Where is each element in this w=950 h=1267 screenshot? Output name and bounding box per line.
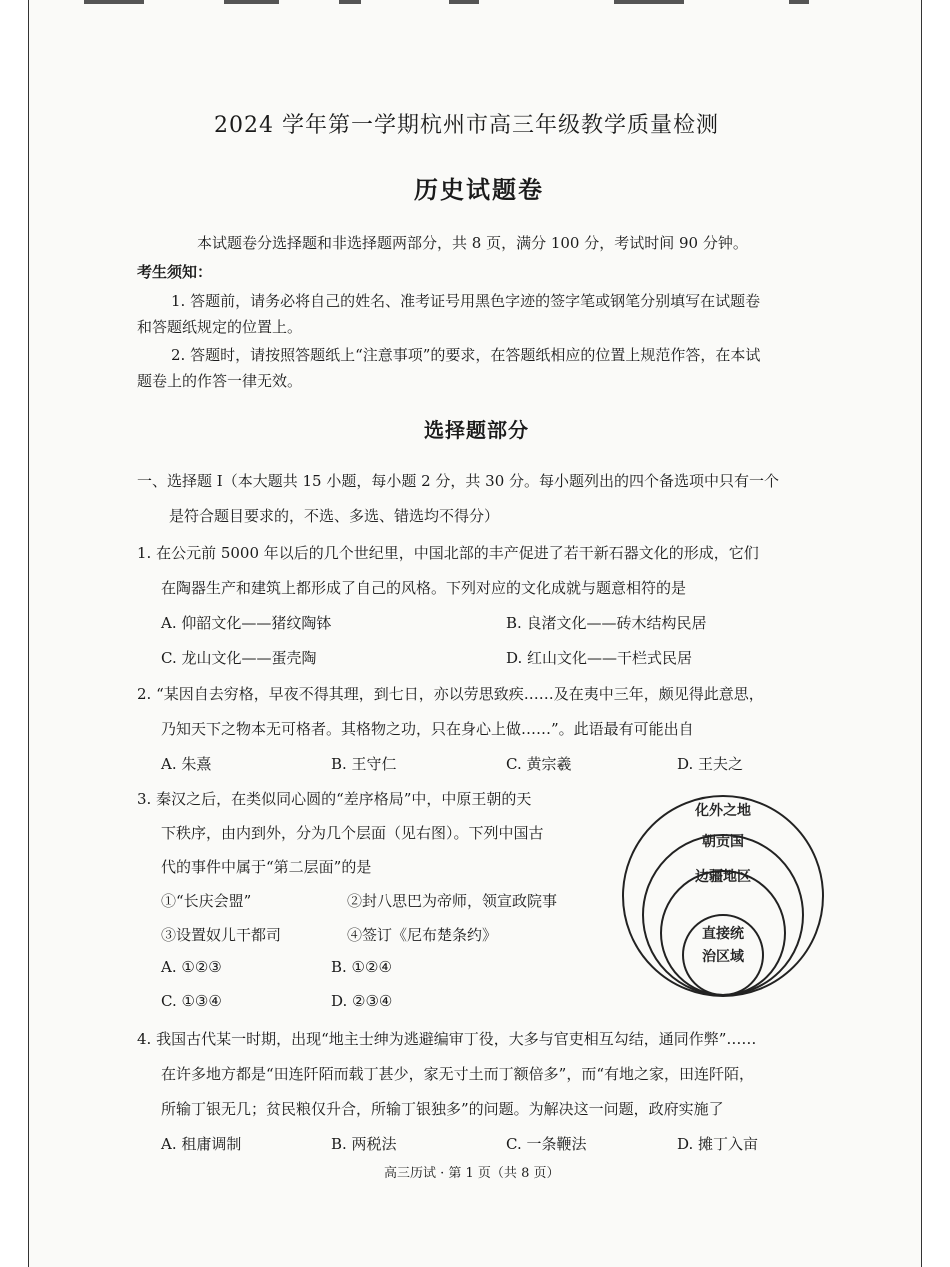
notice-2-line-2: 题卷上的作答一律无效。 xyxy=(137,372,303,390)
q3-stem-line-2: 下秩序，由内到外，分为几个层面（见右图）。下列中国古 xyxy=(161,824,544,842)
q1-stem-line-1: 1. 在公元前 5000 年以后的几个世纪里，中国北部的丰产促进了若干新石器文化的形成，它们 xyxy=(137,544,759,562)
exam-subtitle: 历史试题卷 xyxy=(414,175,544,204)
ring-outer xyxy=(623,796,823,996)
q3-option-d: D. ②③④ xyxy=(331,992,393,1010)
q3-item-1: ①“长庆会盟” xyxy=(161,892,252,910)
notice-heading: 考生须知： xyxy=(137,263,213,281)
q3-item-4: ④签订《尼布楚条约》 xyxy=(347,926,498,944)
q3-option-a: A. ①②③ xyxy=(161,958,222,976)
q1-option-d: D. 红山文化——干栏式民居 xyxy=(506,649,693,667)
q3-option-c: C. ①③④ xyxy=(161,992,222,1010)
notice-1-line-1: 1. 答题前，请务必将自己的姓名、准考证号用黑色字迹的签字笔或钢笔分别填写在试题卷 xyxy=(171,292,761,310)
q4-stem-line-1: 4. 我国古代某一时期，出现“地主士绅为逃避编审丁役，大多与官吏相互勾结，通同作弊”…… xyxy=(137,1030,757,1048)
q2-option-d: D. 王夫之 xyxy=(677,755,744,773)
ring-outer-label: 化外之地 xyxy=(695,803,751,819)
q2-option-c: C. 黄宗羲 xyxy=(506,755,572,773)
q3-option-b: B. ①②④ xyxy=(331,958,392,976)
intro-summary: 本试题卷分选择题和非选择题两部分，共 8 页，满分 100 分，考试时间 90 分钟。 xyxy=(197,234,748,252)
q3-stem-line-1: 3. 秦汉之后，在类似同心圆的“差序格局”中，中原王朝的天 xyxy=(137,790,532,808)
q4-option-d: D. 摊丁入亩 xyxy=(677,1135,759,1153)
q4-option-a: A. 租庸调制 xyxy=(161,1135,242,1153)
q3-item-3: ③设置奴儿干都司 xyxy=(161,926,282,944)
part-instructions-line-1: 一、选择题 Ⅰ（本大题共 15 小题，每小题 2 分，共 30 分。每小题列出的四个备选项中只有一个 xyxy=(137,472,780,490)
core-label-line-1: 直接统 xyxy=(702,926,744,942)
q1-option-c: C. 龙山文化——蛋壳陶 xyxy=(161,649,317,667)
q4-option-b: B. 两税法 xyxy=(331,1135,397,1153)
q3-item-2: ②封八思巴为帝师，领宣政院事 xyxy=(347,892,558,910)
part-instructions-line-2: 是符合题目要求的，不选、多选、错选均不得分） xyxy=(169,507,500,525)
q4-option-c: C. 一条鞭法 xyxy=(506,1135,587,1153)
scan-top-marks xyxy=(29,0,921,6)
q2-option-b: B. 王守仁 xyxy=(331,755,397,773)
exam-page xyxy=(28,0,922,1267)
q2-option-a: A. 朱熹 xyxy=(161,755,212,773)
notice-2-line-1: 2. 答题时，请按照答题纸上“注意事项”的要求，在答题纸相应的位置上规范作答，在本试 xyxy=(171,346,761,364)
section-heading: 选择题部分 xyxy=(424,418,529,442)
ring-second-label: 朝贡国 xyxy=(702,834,744,850)
ring-third-label: 边疆地区 xyxy=(695,869,751,885)
q4-stem-line-2: 在许多地方都是“田连阡陌而载丁甚少，家无寸土而丁额倍多”，而“有地之家，田连阡陌， xyxy=(161,1065,755,1083)
core-label-line-2: 治区域 xyxy=(702,949,744,965)
q1-option-a: A. 仰韶文化——猪纹陶钵 xyxy=(161,614,332,632)
page-footer: 高三历试 · 第 1 页（共 8 页） xyxy=(384,1166,560,1181)
q3-stem-line-3: 代的事件中属于“第二层面”的是 xyxy=(161,858,372,876)
q2-stem-line-1: 2. “某因自去穷格，早夜不得其理，到七日，亦以劳思致疾……及在夷中三年，颇见得此意思， xyxy=(137,685,764,703)
q4-stem-line-3: 所输丁银无几；贫民粮仅升合，所输丁银独多”的问题。为解决这一问题，政府实施了 xyxy=(161,1100,724,1118)
concentric-order-diagram xyxy=(621,783,826,1008)
q1-stem-line-2: 在陶器生产和建筑上都形成了自己的风格。下列对应的文化成就与题意相符的是 xyxy=(161,579,687,597)
notice-1-line-2: 和答题纸规定的位置上。 xyxy=(137,318,303,336)
exam-title: 2024 学年第一学期杭州市高三年级教学质量检测 xyxy=(214,113,719,138)
q1-option-b: B. 良渚文化——砖木结构民居 xyxy=(506,614,707,632)
q2-stem-line-2: 乃知天下之物本无可格者。其格物之功，只在身心上做……”。此语最有可能出自 xyxy=(161,720,694,738)
